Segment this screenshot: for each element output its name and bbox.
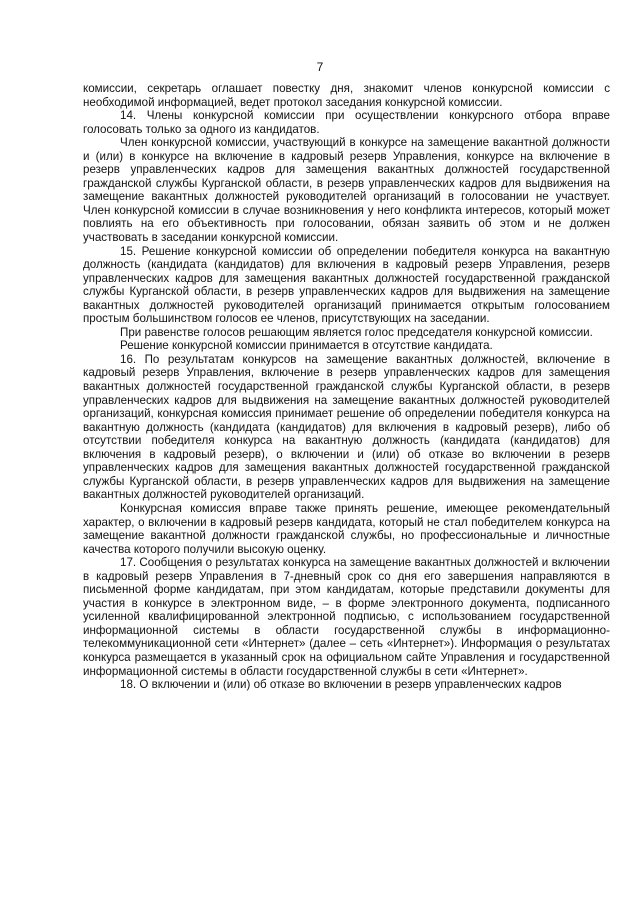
document-body xyxy=(83,82,610,692)
paragraph: 16. По результатам конкурсов на замещение вакантных должностей, включение в кадровый резерв Управления, включение в резерв управленческих кадров для замещения вакантных должностей государственной гражданской службы Курганской области, в резерв управленческих кадров для выдвижения на замещение вакантных должностей руководителей организаций, конкурсная комиссия принимает решение об определении победителя конкурса на вакантную должность (кандидата (кандидатов) для включения в кадровый резерв), либо об отсутствии победителя конкурса на вакантную должность (кандидата (кандидатов) для включения в кадровый резерв), о включении и (или) об отказе во включении в резерв управленческих кадров для замещения вакантных должностей государственной гражданской службы Курганской области, в резерв управленческих кадров для выдвижения на замещение вакантных должностей руководителей организаций. xyxy=(83,352,610,502)
paragraph: 14. Члены конкурсной комиссии при осуществлении конкурсного отбора вправе голосовать только за одного из кандидатов. xyxy=(83,109,610,136)
paragraph: Конкурсная комиссия вправе также принять решение, имеющее рекомендательный характер, о включении в кадровый резерв кандидата, который не стал победителем конкурса на замещение вакантной должности гражданской службы, но профессиональные и личностные качества которого получили высокую оценку. xyxy=(83,501,610,556)
paragraph: Член конкурсной комиссии, участвующий в конкурсе на замещение вакантной должности и (или) в конкурсе на включение в кадровый резерв Управления, конкурсе на включение в резерв управленческих кадров для замещения вакантных должностей государственной гражданской службы Курганской области, в резерв управленческих кадров для выдвижения на замещение вакантных должностей руководителей организаций в голосовании не участвует. Член конкурсной комиссии в случае возникновения у него конфликта интересов, который может повлиять на его объективность при голосовании, обязан заявить об этом и не должен участвовать в заседании конкурсной комиссии. xyxy=(83,136,610,245)
paragraph: Решение конкурсной комиссии принимается в отсутствие кандидата. xyxy=(120,339,493,353)
paragraph: комиссии, секретарь оглашает повестку дня, знакомит членов конкурсной комиссии с необходимой информацией, ведет протокол заседания конкурсной комиссии. xyxy=(83,82,610,109)
paragraph: 17. Сообщения о результатах конкурса на замещение вакантных должностей и включении в кадровый резерв Управления в 7-дневный срок со дня его завершения направляются в письменной форме кандидатам, при этом кандидатам, которые представили документы для участия в конкурсе в электронном виде, – в форме электронного документа, подписанного усиленной квалифицированной электронной подписью, с использованием государственной информационной системы в области государственной службы в информационно-телекоммуникационной сети «Интернет» (далее – сеть «Интернет»). Информация о результатах конкурса размещается в указанный срок на официальном сайте Управления и государственной информационной системы в области государственной службы в сети «Интернет». xyxy=(83,556,610,678)
page-number: 7 xyxy=(316,60,324,74)
paragraph: При равенстве голосов решающим является голос председателя конкурсной комиссии. xyxy=(120,325,593,339)
paragraph: 18. О включении и (или) об отказе во включении в резерв управленческих кадров xyxy=(120,678,562,692)
paragraph: 15. Решение конкурсной комиссии об определении победителя конкурса на вакантную должность (кандидата (кандидатов) для включения в кадровый резерв Управления, резерв управленческих кадров для замещения вакантных должностей государственной гражданской службы Курганской области, в резерв управленческих кадров для выдвижения на замещение вакантных должностей руководителей организаций принимается открытым голосованием простым большинством голосов ее членов, присутствующих на заседании. xyxy=(83,244,610,326)
